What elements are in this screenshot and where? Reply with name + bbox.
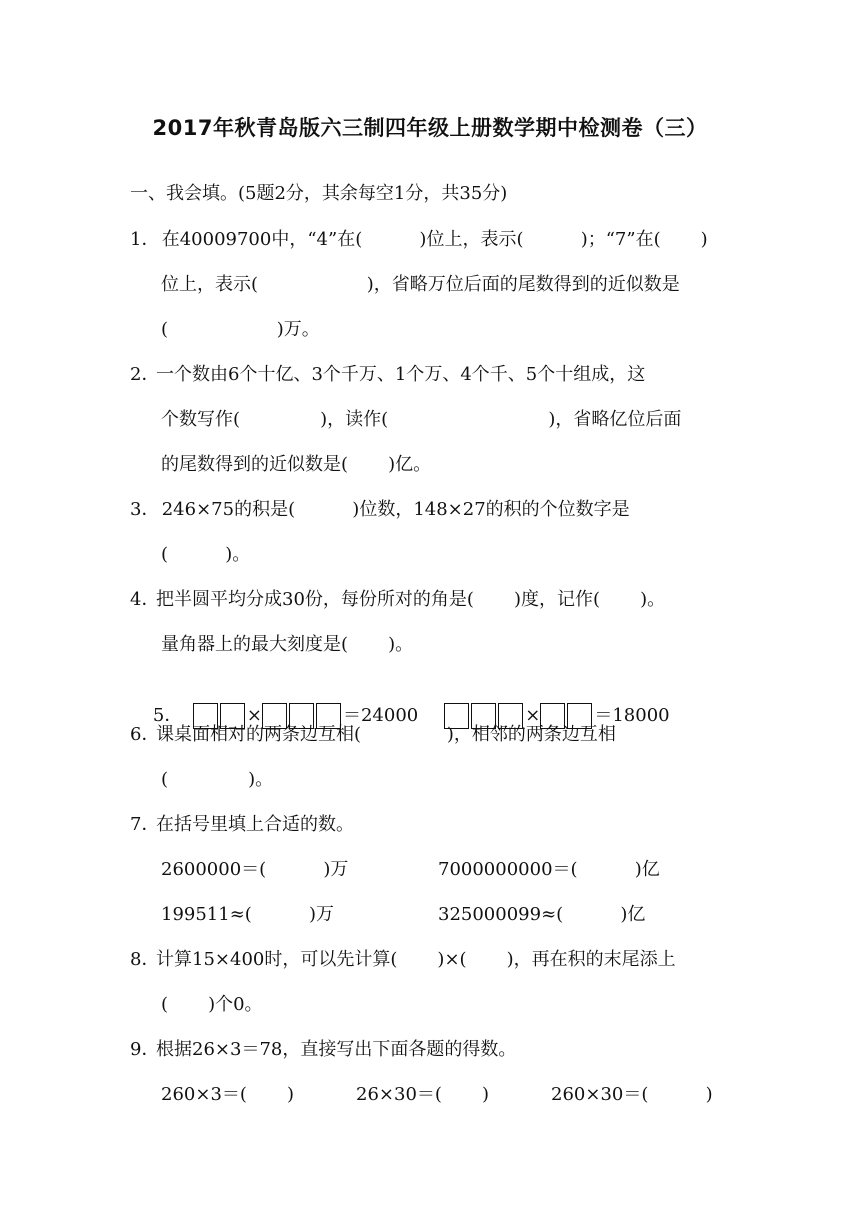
question-number: 3． — [130, 499, 160, 520]
question-6-line-2: ( )。 — [161, 769, 274, 790]
equation-result-1: ＝24000 — [342, 705, 419, 726]
question-number: 6． — [130, 724, 160, 745]
times-sign: × — [246, 705, 262, 726]
question-number: 8． — [130, 949, 160, 970]
question-3-line-2: ( )。 — [161, 544, 251, 565]
question-text: 计算15×400时，可以先计算( )×( )，再在积的末尾添上 — [156, 949, 676, 970]
question-1-line-3: ( )万。 — [161, 319, 320, 340]
question-number: 5． — [152, 705, 183, 726]
question-number: 7． — [130, 814, 160, 835]
question-1-line-1 — [130, 227, 708, 253]
question-4-line-2: 量角器上的最大刻度是( )。 — [161, 634, 414, 655]
question-text: 一个数由6个十亿、3个千万、1个万、4个千、5个十组成，这 — [156, 364, 646, 385]
question-3-line-1 — [130, 497, 630, 523]
question-9-line-1 — [130, 1037, 516, 1063]
question-9-item-b: 26×30＝( ) — [356, 1084, 489, 1105]
question-text: 在括号里填上合适的数。 — [156, 814, 354, 835]
question-2-line-3: 的尾数得到的近似数是( )亿。 — [161, 454, 432, 475]
question-number: 9． — [130, 1039, 160, 1060]
question-8-line-1 — [130, 947, 676, 973]
question-text: 246×75的积是( )位数，148×27的积的个位数字是 — [156, 499, 630, 520]
page-title: 2017年秋青岛版六三制四年级上册数学期中检测卷（三） — [152, 116, 708, 140]
question-7-item-c: 199511≈( )万 — [161, 904, 335, 925]
question-number: 4． — [130, 589, 160, 610]
question-7-line-1 — [130, 812, 354, 838]
question-2-line-2: 个数写作( )，读作( )，省略亿位后面 — [161, 409, 682, 430]
question-7-item-a: 2600000＝( )万 — [161, 859, 349, 880]
section-heading: 一、我会填。(5题2分，其余每空1分，共35分) — [130, 183, 508, 204]
question-number: 2． — [130, 364, 160, 385]
question-1-line-2: 位上，表示( )，省略万位后面的尾数得到的近似数是 — [161, 274, 680, 295]
question-text: 根据26×3＝78，直接写出下面各题的得数。 — [156, 1039, 517, 1060]
question-text: 把半圆平均分成30份，每份所对的角是( )度，记作( )。 — [156, 589, 666, 610]
question-7-item-b: 7000000000＝( )亿 — [438, 859, 660, 880]
equation-result-2: ＝18000 — [594, 705, 670, 726]
question-text: 在40009700中，“4”在( )位上，表示( )；“7”在( ) — [156, 229, 708, 250]
question-number: 1． — [130, 229, 160, 250]
question-7-item-d: 325000099≈( )亿 — [438, 904, 646, 925]
question-9-item-c: 260×30＝( ) — [551, 1084, 713, 1105]
question-text: 课桌面相对的两条边互相( )，相邻的两条边互相 — [156, 724, 616, 745]
question-6-line-1 — [130, 722, 616, 748]
question-8-line-2: ( )个0。 — [161, 994, 263, 1015]
question-9-item-a: 260×3＝( ) — [161, 1084, 294, 1105]
question-2-line-1 — [130, 362, 645, 388]
times-sign: × — [525, 705, 541, 726]
question-4-line-1 — [130, 587, 665, 613]
